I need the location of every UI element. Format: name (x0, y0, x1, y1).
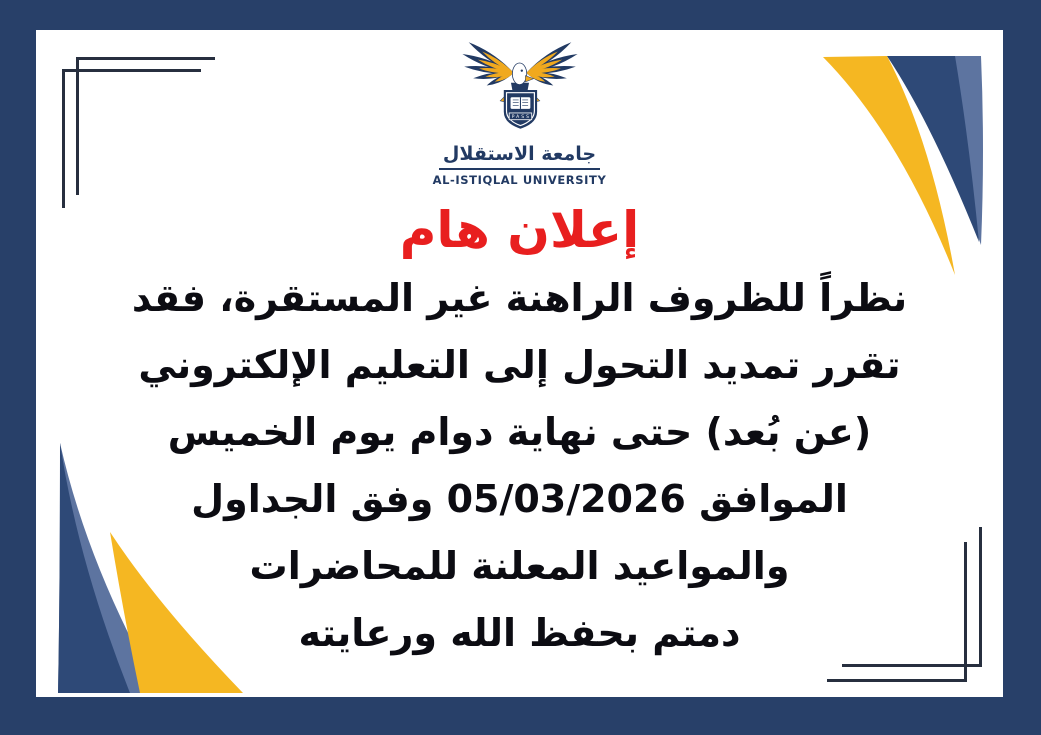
announcement-line: تقرر تمديد التحول إلى التعليم الإلكتروني (138, 342, 901, 387)
announcement-body (70, 265, 970, 667)
announcement-line: والمواعيد المعلنة للمحاضرات (249, 543, 790, 588)
announcement-content (36, 30, 1003, 697)
university-name-arabic: جامعة الاستقلال (439, 144, 600, 170)
announcement-line: نظراً للظروف الراهنة غير المستقرة، فقد (131, 275, 908, 320)
announcement-line: الموافق 05/03/2026 وفق الجداول (191, 476, 848, 521)
announcement-title: إعلان هام (399, 200, 640, 259)
eagle-emblem-icon (457, 36, 583, 144)
shield-motto-text: PASS (511, 115, 531, 121)
university-logo (433, 36, 607, 187)
announcement-line-closing: دمتم بحفظ الله ورعايته (298, 610, 741, 655)
university-name-english: AL-ISTIQLAL UNIVERSITY (432, 172, 607, 187)
announcement-card (36, 30, 1003, 697)
announcement-line: (عن بُعد) حتى نهاية دوام يوم الخميس (167, 409, 872, 454)
